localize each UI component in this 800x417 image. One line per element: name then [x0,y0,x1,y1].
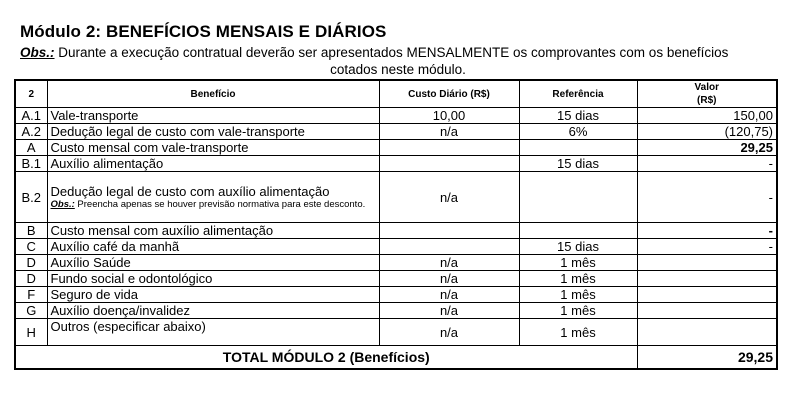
header-custo-diario: Custo Diário (R$) [379,80,519,108]
obs-text-line2: cotados neste módulo. [330,62,466,77]
header-referencia: Referência [519,80,637,108]
table-row: A.2 Dedução legal de custo com vale-transporte n/a 6% (120,75) [15,124,777,140]
total-label: TOTAL MÓDULO 2 (Benefícios) [15,346,637,370]
table-row: H Outros (especificar abaixo) n/a 1 mês [15,319,777,346]
obs-text-line1: Durante a execução contratual deverão ser apresentados MENSALMENTE os comprovantes com os benefícios [54,45,729,60]
header-valor: Valor (R$) [637,80,777,108]
header-beneficio: Benefício [47,80,379,108]
header-code: 2 [15,80,47,108]
observation-note [20,44,776,78]
table-row: D Auxílio Saúde n/a 1 mês [15,255,777,271]
table-row: A Custo mensal com vale-transporte 29,25 [15,140,777,156]
table-row: A.1 Vale-transporte 10,00 15 dias 150,00 [15,108,777,124]
module-title: Módulo 2: BENEFÍCIOS MENSAIS E DIÁRIOS [20,22,387,41]
table-row: F Seguro de vida n/a 1 mês [15,287,777,303]
obs-label: Obs.: [20,45,55,60]
table-row: B.2 Dedução legal de custo com auxílio alimentação Obs.: Preencha apenas se houver previsão normativa para este desconto. n/a - [15,172,777,223]
table-row: G Auxílio doença/invalidez n/a 1 mês [15,303,777,319]
total-row [15,346,777,370]
table-header-row [15,80,777,108]
table-row: B.1 Auxílio alimentação 15 dias - [15,156,777,172]
table-row: D Fundo social e odontológico n/a 1 mês [15,271,777,287]
total-value: 29,25 [637,346,777,370]
table-row: B Custo mensal com auxílio alimentação - [15,223,777,239]
benefits-table [14,79,778,370]
table-row: C Auxílio café da manhã 15 dias - [15,239,777,255]
